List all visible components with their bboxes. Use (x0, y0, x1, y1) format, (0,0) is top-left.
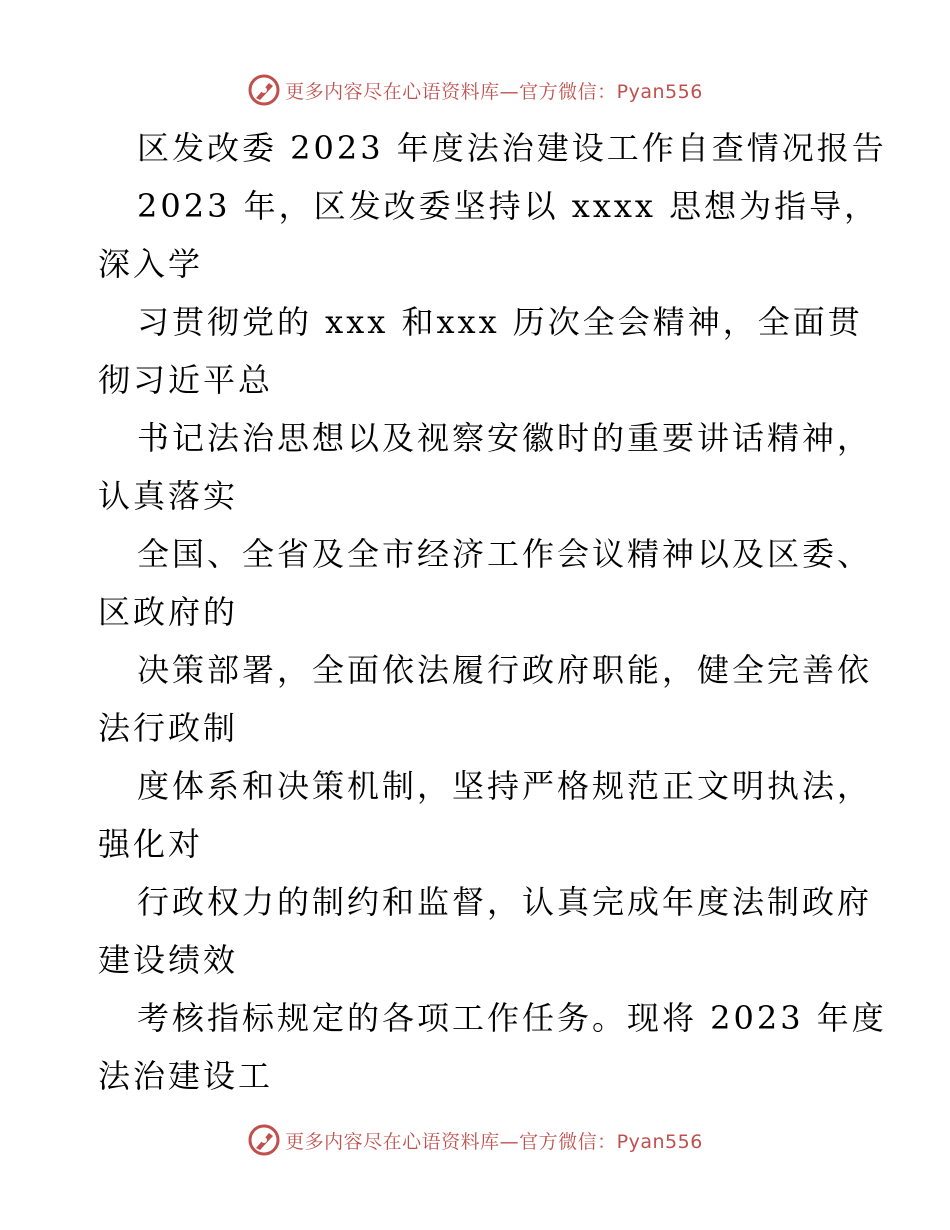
footer-banner (0, 1120, 950, 1160)
paragraph-line: 建设绩效 (98, 941, 239, 979)
footer-banner-text: 更多内容尽在心语资料库—官方微信：Pyan556 (285, 1130, 703, 1153)
paragraph-line: 2023 年，区发改委坚持以 xxxx 思想为指导， (137, 187, 880, 225)
header-banner (0, 70, 950, 110)
paragraph-line: 强化对 (98, 825, 204, 863)
paragraph-line: 书记法治思想以及视察安徽时的重要讲话精神， (137, 419, 873, 457)
paragraph-line: 法治建设工 (98, 1057, 274, 1095)
paragraph-line: 法行政制 (98, 709, 239, 747)
paragraph-line: 认真落实 (98, 477, 239, 515)
paragraph-line: 彻习近平总 (98, 361, 274, 399)
paragraph-line: 考核指标规定的各项工作任务。现将 2023 年度 (137, 999, 887, 1037)
document-title: 区发改委 2023 年度法治建设工作自查情况报告 (137, 129, 887, 167)
pen-circle-logo-icon (247, 73, 281, 107)
paragraph-line: 全国、全省及全市经济工作会议精神以及区委、 (137, 535, 873, 573)
paragraph-line: 行政权力的制约和监督，认真完成年度法制政府 (137, 883, 873, 921)
paragraph-line: 习贯彻党的 xxx 和xxx 历次全会精神，全面贯 (137, 303, 863, 341)
header-banner-text: 更多内容尽在心语资料库—官方微信：Pyan556 (285, 80, 703, 103)
paragraph-line: 区政府的 (98, 593, 239, 631)
paragraph-line: 度体系和决策机制，坚持严格规范正文明执法， (137, 767, 873, 805)
pen-circle-logo-icon (247, 1123, 281, 1157)
paragraph-line: 深入学 (98, 245, 204, 283)
paragraph-line: 决策部署，全面依法履行政府职能，健全完善依 (137, 651, 873, 689)
